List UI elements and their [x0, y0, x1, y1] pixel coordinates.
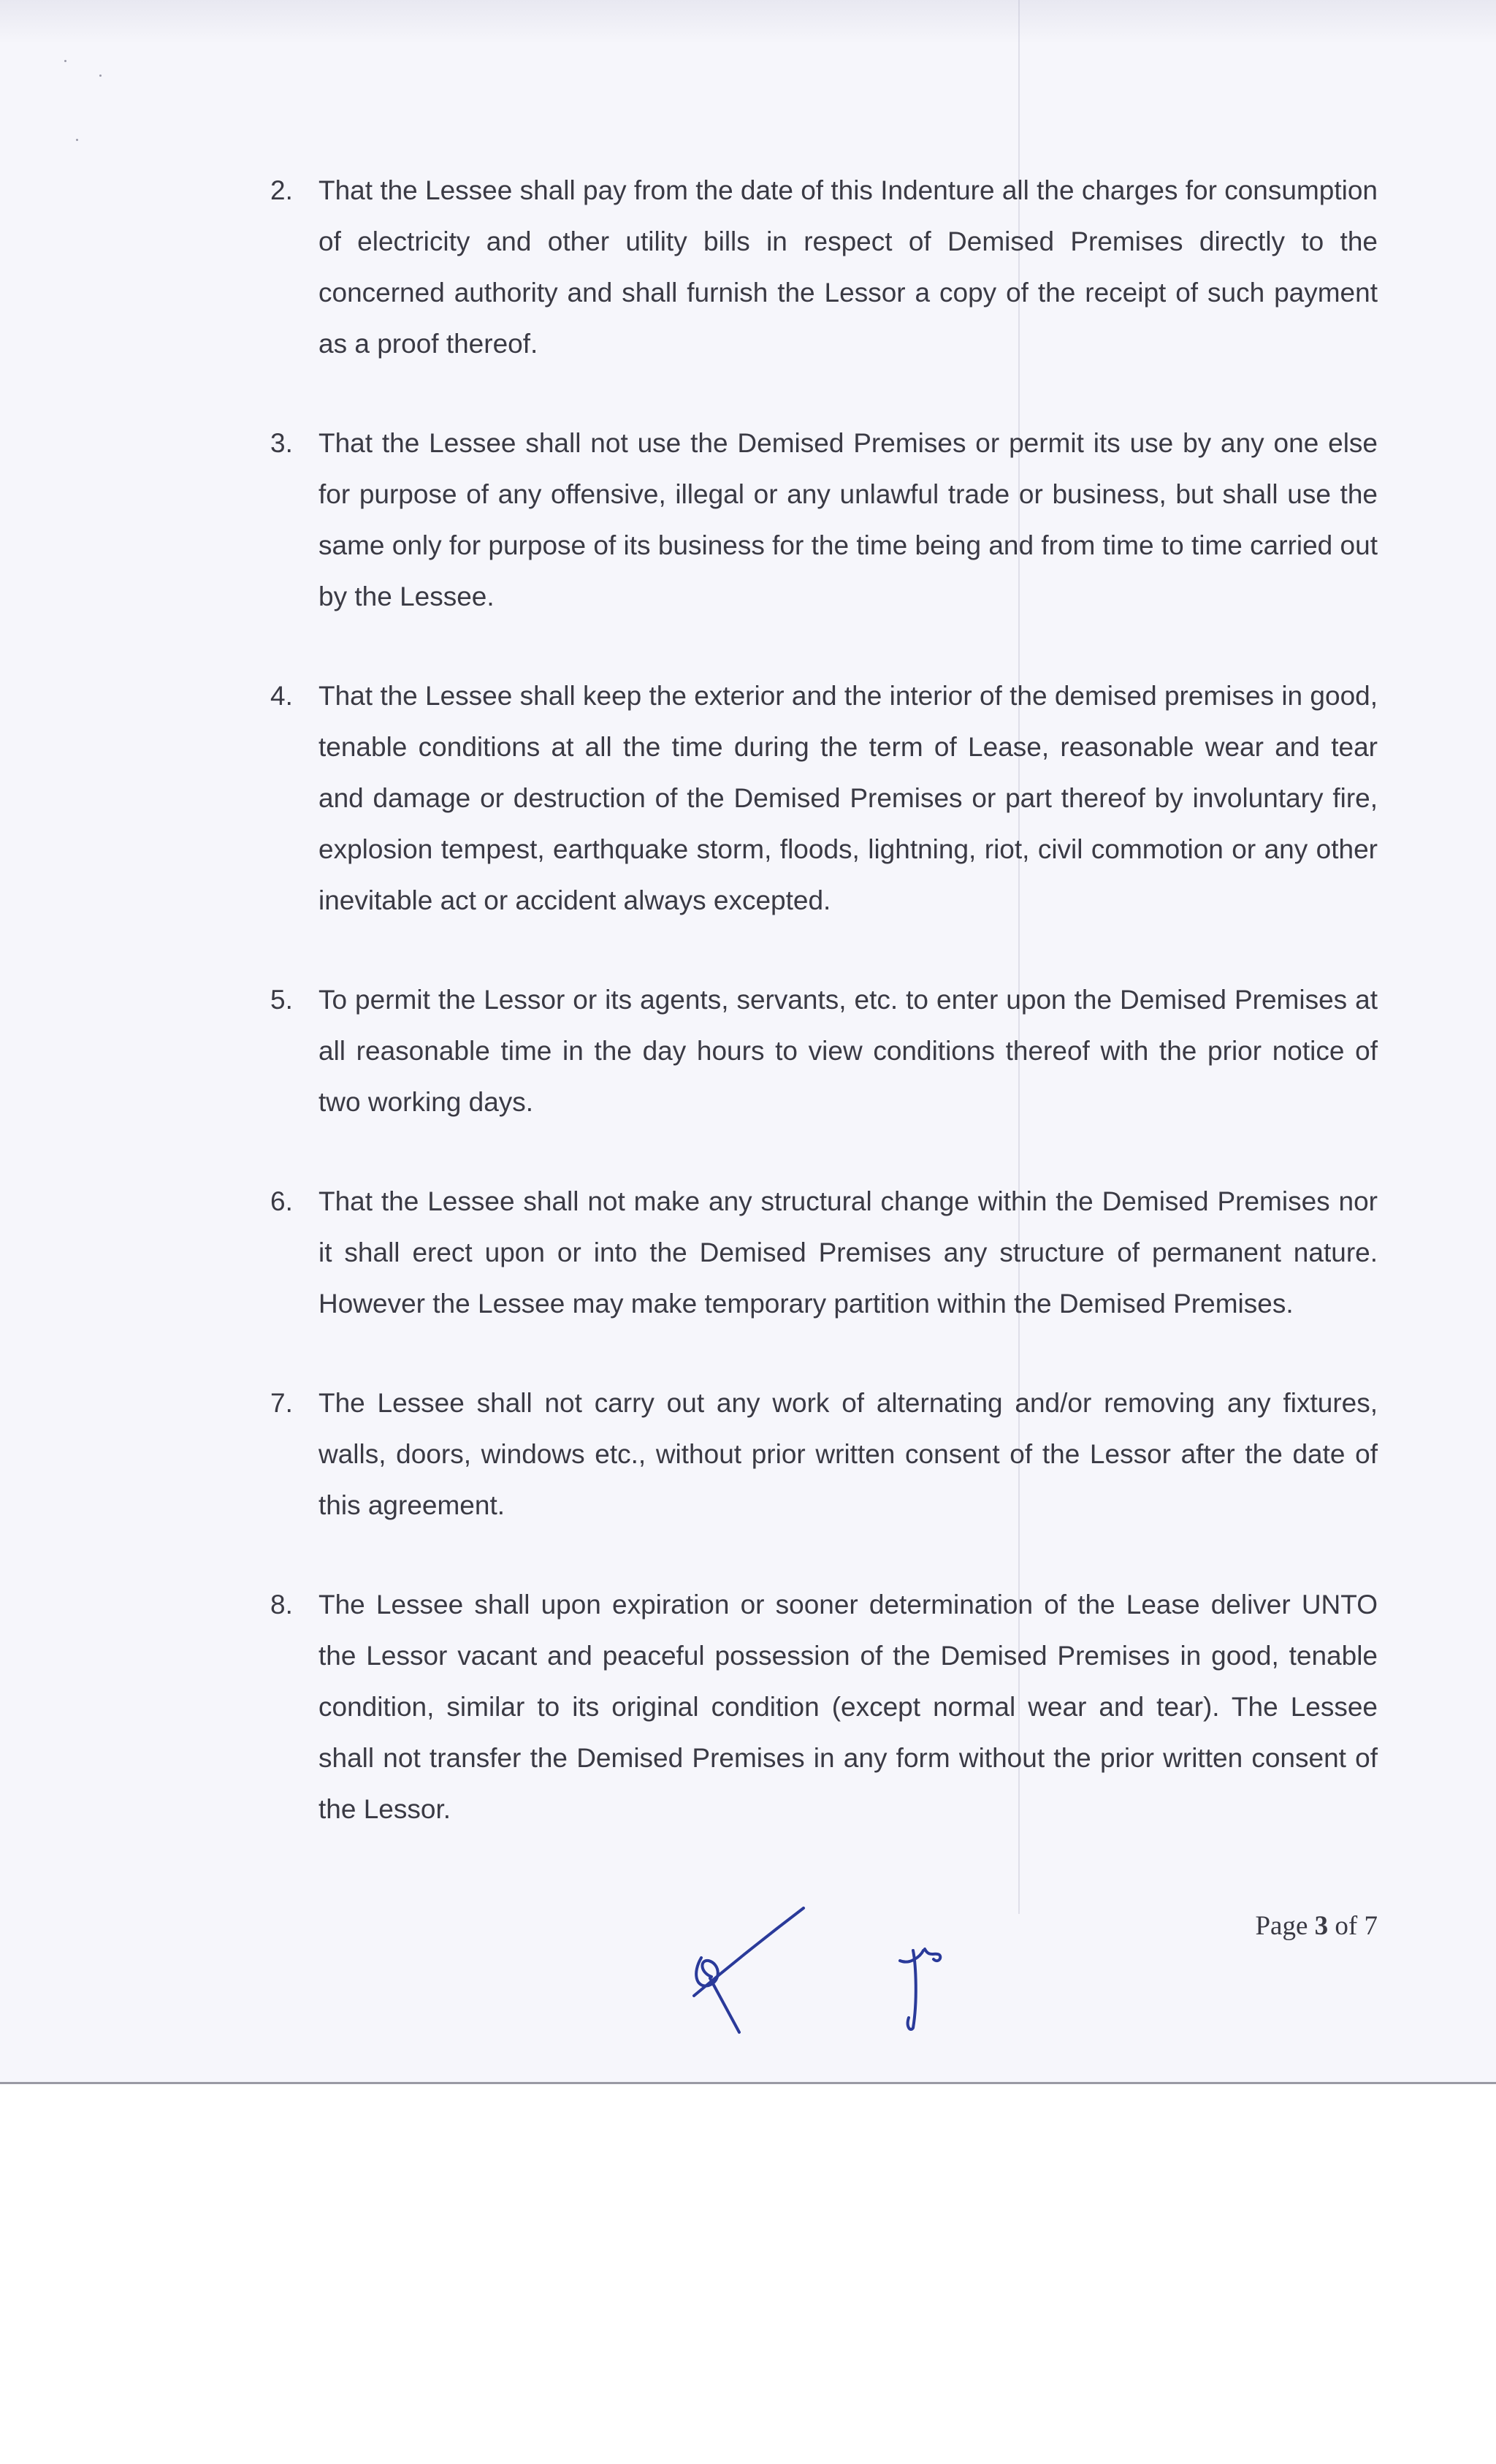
page-of: of	[1328, 1911, 1365, 1941]
clause-number: 4.	[270, 681, 293, 711]
clause-item	[270, 1579, 1378, 1835]
clause-number: 5.	[270, 985, 293, 1015]
clause-text: The Lessee shall upon expiration or sooner determination of the Lease deliver UNTO the Lessor vacant and peaceful possession of the Demised Premises in good, tenable condition, similar to its original condition (except normal wear and tear). The Lessee shall not transfer the Demised Premises in any form without the prior written consent of the Lessor.	[318, 1590, 1378, 1824]
signatures	[679, 1899, 986, 2045]
clause-text: The Lessee shall not carry out any work of alternating and/or removing any fixtures, walls, doors, windows etc., without prior written consent of the Lessor after the date of this agreement.	[318, 1388, 1378, 1520]
clause-item	[270, 165, 1378, 370]
page-current: 3	[1314, 1911, 1329, 1941]
page-prefix: Page	[1255, 1911, 1315, 1941]
clause-number: 8.	[270, 1590, 293, 1620]
clause-number: 2.	[270, 175, 293, 205]
clause-number: 7.	[270, 1388, 293, 1418]
clause-text: That the Lessee shall not use the Demised Premises or permit its use by any one else for purpose of any offensive, illegal or any unlawful trade or business, but shall use the same only for purpose of its business for the time being and from time to time carried out by the Lessee.	[318, 428, 1378, 611]
lessee-signature	[891, 1936, 964, 2038]
clause-number: 3.	[270, 428, 293, 458]
clause-item	[270, 1378, 1378, 1531]
page-number	[1255, 1910, 1378, 1942]
clause-item	[270, 418, 1378, 622]
clause-text: That the Lessee shall not make any structural change within the Demised Premises nor it shall erect upon or into the Demised Premises any structure of permanent nature. However the Lessee may make temporary partition within the Demised Premises.	[318, 1186, 1378, 1319]
clause-text: To permit the Lessor or its agents, servants, etc. to enter upon the Demised Premises at all reasonable time in the day hours to view conditions thereof with the prior notice of two working days.	[318, 985, 1378, 1117]
scan-speck	[99, 75, 102, 77]
clause-list	[270, 165, 1378, 1883]
scan-speck	[76, 139, 78, 141]
scan-top-shading	[0, 0, 1496, 44]
clause-number: 6.	[270, 1186, 293, 1216]
clause-text: That the Lessee shall pay from the date of this Indenture all the charges for consumption of electricity and other utility bills in respect of Demised Premises directly to the concerned authority and shall furnish the Lessor a copy of the receipt of such payment as a proof thereof.	[318, 175, 1378, 359]
clause-text: That the Lessee shall keep the exterior and the interior of the demised premises in good, tenable conditions at all the time during the term of Lease, reasonable wear and tear and damage or destruction of the Demised Premises or part thereof by involuntary fire, explosion tempest, earthquake storm, floods, lightning, riot, civil commotion or any other inevitable act or accident always excepted.	[318, 681, 1378, 915]
page-total: 7	[1364, 1911, 1378, 1941]
lessor-signature	[679, 1899, 825, 2045]
clause-item	[270, 671, 1378, 926]
clause-item	[270, 974, 1378, 1128]
clause-item	[270, 1176, 1378, 1330]
scan-speck	[64, 60, 66, 62]
